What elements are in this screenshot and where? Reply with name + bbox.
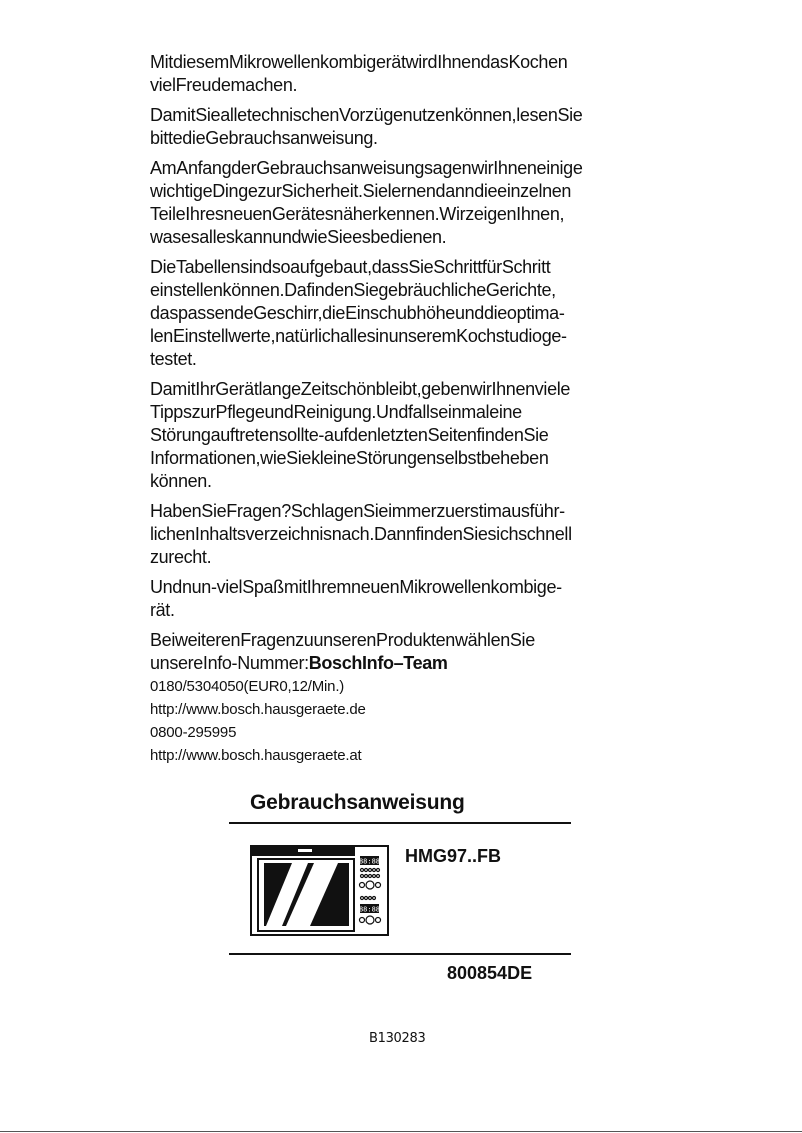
info-number-label: unsereInfo-Nummer: — [150, 653, 309, 673]
bottom-display-readout: 88:88 — [358, 905, 381, 914]
microwave-oven-icon — [250, 845, 390, 937]
phone-de: 0180/5304050(EUR0,12/Min.) — [150, 678, 345, 695]
phone-at: 0800-295995 — [150, 724, 237, 741]
intro-text — [150, 51, 620, 767]
bosch-info-team: BoschInfo–Team — [308, 653, 448, 673]
contact-line-2 — [150, 652, 620, 675]
intro-paragraph-1: MitdiesemMikrowellenkombigerätwirdIhnendasKochen vielFreudemachen. — [150, 52, 568, 95]
intro-paragraph-4: DieTabellensindsoaufgebaut,dassSieSchrittfürSchritt einstellenkönnen.DafindenSiegebräuchlicheGerichte, daspassendeGeschirr,dieEinschubhöheunddieoptima- lenEinstellwerte,natürlichallesinunseremKochstudioge- testet. — [150, 257, 567, 369]
intro-paragraph-3: AmAnfangderGebrauchsanweisungsagenwirIhneneinige wichtigeDingezurSicherheit.Sielernendanndieeinzelnen TeileIhresneuenGerätesnäherkennen.WirzeigenIhnen, wasesalleskannundwieSieesbedienen. — [150, 158, 583, 247]
title-rule — [229, 822, 571, 824]
intro-paragraph-2: DamitSiealletechnischenVorzügenutzenkönnen,lesenSie bittedieGebrauchsanweisung. — [150, 105, 583, 148]
intro-paragraph-6: HabenSieFragen?SchlagenSieimmerzuerstimausführ- lichenInhaltsverzeichnisnach.DannfindenSiesichschnell zurecht. — [150, 501, 572, 567]
document-title: Gebrauchsanweisung — [250, 791, 465, 814]
intro-paragraph-5: DamitIhrGerätlangeZeitschönbleibt,gebenwirIhnenviele TippszurPflegeundReinigung.Undfallseinmaleine Störungauftretensollte-aufdenletztenSeitenfindenSie Informationen,wieSiekleineStörungenselbstbeheben können. — [150, 379, 571, 491]
website-de-link[interactable]: http://www.bosch.hausgeraete.de — [150, 701, 366, 718]
model-number: HMG97..FB — [405, 846, 502, 866]
page-edge-line — [0, 1131, 802, 1132]
intro-paragraph-7: Undnun-vielSpaßmitIhremneuenMikrowellenkombige- rät. — [150, 577, 562, 620]
website-at-link[interactable]: http://www.bosch.hausgeraete.at — [150, 747, 362, 764]
bottom-rule — [229, 953, 571, 955]
contact-line-1: BeiweiterenFragenzuunserenProduktenwählenSie — [150, 630, 535, 650]
contact-info — [150, 629, 620, 767]
page-code: B130283 — [369, 1031, 426, 1046]
document-number: 800854DE — [447, 963, 533, 983]
top-display-readout: 88:88 — [358, 857, 381, 866]
